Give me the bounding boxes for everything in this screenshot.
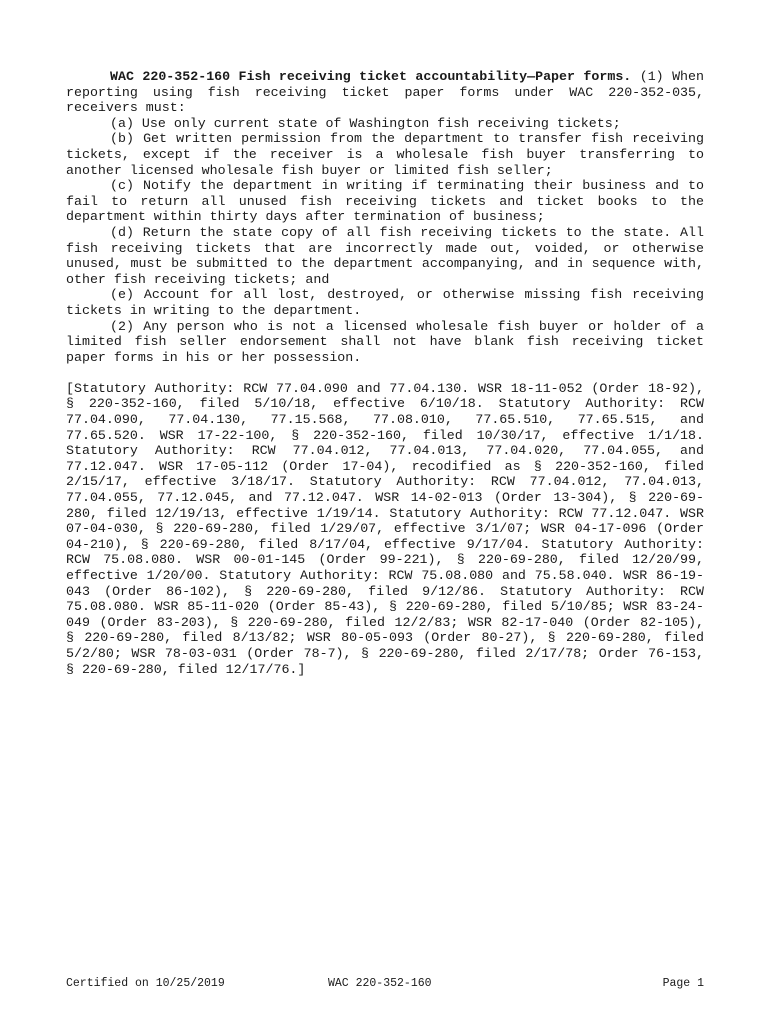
list-item: (e) Account for all lost, destroyed, or otherwise missing fish receiving tickets in writing to the department. (66, 287, 704, 318)
document-body (66, 69, 704, 677)
statutory-history: [Statutory Authority: RCW 77.04.090 and 77.04.130. WSR 18-11-052 (Order 18-92), § 220-352-160, filed 5/10/18, effective 6/10/18. Statutory Authority: RCW 77.04.090, 77.04.130, 77.15.568, 77.08.010, 77.65.510, 77.65.515, and 77.65.520. WSR 17-22-100, § 220-352-160, filed 10/30/17, effective 1/1/18. Statutory Authority: RCW 77.04.012, 77.04.013, 77.04.020, 77.04.055, and 77.12.047. WSR 17-05-112 (Order 17-04), recodified as § 220-352-160, filed 2/15/17, effective 3/18/17. Statutory Authority: RCW 77.04.012, 77.04.013, 77.04.055, 77.12.045, and 77.12.047. WSR 14-02-013 (Order 13-304), § 220-69-280, filed 12/19/13, effective 1/19/14. Statutory Authority: RCW 77.12.047. WSR 07-04-030, § 220-69-280, filed 1/29/07, effective 3/1/07; WSR 04-17-096 (Order 04-210), § 220-69-280, filed 8/17/04, effective 9/17/04. Statutory Authority: RCW 75.08.080. WSR 00-01-145 (Order 99-221), § 220-69-280, filed 12/20/99, effective 1/20/00. Statutory Authority: RCW 75.08.080 and 75.58.040. WSR 86-19-043 (Order 86-102), § 220-69-280, filed 9/12/86. Statutory Authority: RCW 75.08.080. WSR 85-11-020 (Order 85-43), § 220-69-280, filed 5/10/85; WSR 83-24-049 (Order 83-203), § 220-69-280, filed 12/2/83; WSR 82-17-040 (Order 82-105), § 220-69-280, filed 8/13/82; WSR 80-05-093 (Order 80-27), § 220-69-280, filed 5/2/80; WSR 78-03-031 (Order 78-7), § 220-69-280, filed 2/17/78; Order 76-153, § 220-69-280, filed 12/17/76.] (66, 380, 704, 677)
section-paragraph-1 (66, 69, 704, 116)
footer-section-code: WAC 220-352-160 (328, 977, 432, 990)
footer-page-number: Page 1 (662, 977, 704, 990)
footer-certified-date: Certified on 10/25/2019 (66, 977, 225, 990)
list-item: (c) Notify the department in writing if terminating their business and to fail to return all unused fish receiving tickets and ticket books to the department within thirty days after termination of business; (66, 178, 704, 225)
section-title: WAC 220-352-160 Fish receiving ticket accountability—Paper forms. (110, 69, 632, 84)
list-item: (b) Get written permission from the department to transfer fish receiving tickets, except if the receiver is a wholesale fish buyer transferring to another licensed wholesale fish buyer or limited fish seller; (66, 131, 704, 178)
section-paragraph-2: (2) Any person who is not a licensed wholesale fish buyer or holder of a limited fish seller endorsement shall not have blank fish receiving ticket paper forms in his or her possession. (66, 318, 704, 365)
section-intro: (1) When reporting using fish receiving ticket paper forms under WAC 220-352-035, receivers must: (66, 69, 704, 116)
list-item: (d) Return the state copy of all fish receiving tickets to the state. All fish receiving tickets that are incorrectly made out, voided, or otherwise unused, must be submitted to the department accompanying, and in sequence with, other fish receiving tickets; and (66, 224, 704, 287)
list-item: (a) Use only current state of Washington fish receiving tickets; (110, 115, 621, 131)
page-footer (66, 976, 704, 992)
